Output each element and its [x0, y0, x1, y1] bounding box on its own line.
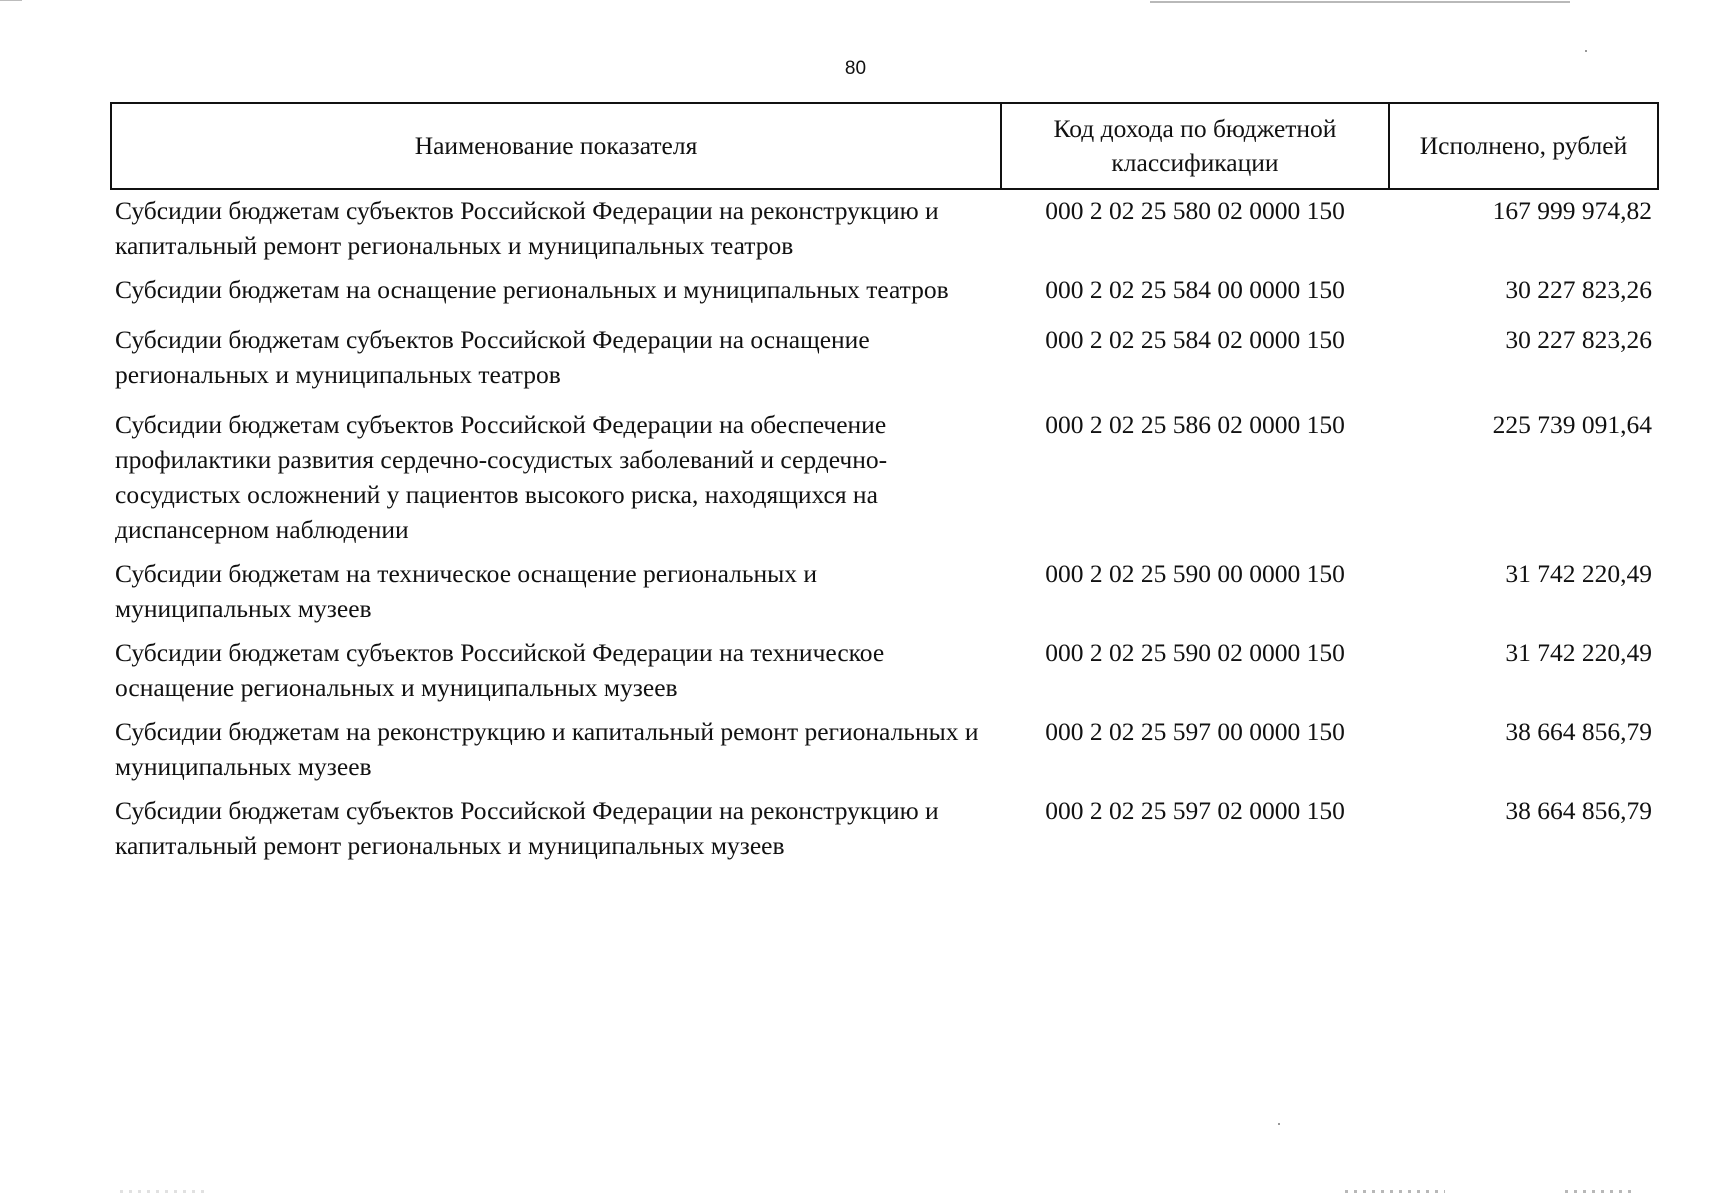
table-header	[111, 103, 1658, 189]
row-code: 000 2 02 25 586 02 0000 150	[1045, 410, 1345, 439]
row-code: 000 2 02 25 597 00 0000 150	[1045, 717, 1345, 746]
row-name: Субсидии бюджетам на оснащение региональных и муниципальных театров	[115, 275, 949, 304]
row-code: 000 2 02 25 584 02 0000 150	[1045, 325, 1345, 354]
row-name: Субсидии бюджетам субъектов Российской Федерации на техническое оснащение региональных и муниципальных музеев	[115, 638, 885, 702]
row-code: 000 2 02 25 597 02 0000 150	[1045, 796, 1345, 825]
header-code: Код дохода по бюджетной классификации	[1001, 103, 1389, 189]
row-code: 000 2 02 25 584 00 0000 150	[1045, 275, 1345, 304]
scan-artifact	[1150, 1, 1570, 3]
table-row	[111, 269, 1658, 319]
header-amount: Исполнено, рублей	[1389, 103, 1658, 189]
revenue-table	[110, 102, 1659, 869]
table-row	[111, 711, 1658, 790]
scan-artifact	[1345, 1190, 1445, 1193]
row-amount: 167 999 974,82	[1492, 196, 1652, 225]
row-name: Субсидии бюджетам субъектов Российской Федерации на реконструкцию и капитальный ремонт региональных и муниципальных музеев	[115, 796, 939, 860]
table-body	[111, 189, 1658, 869]
row-code: 000 2 02 25 590 02 0000 150	[1045, 638, 1345, 667]
table-row	[111, 632, 1658, 711]
page-number: 80	[844, 58, 867, 79]
row-amount: 31 742 220,49	[1505, 559, 1652, 588]
row-amount: 30 227 823,26	[1505, 325, 1652, 354]
row-amount: 31 742 220,49	[1505, 638, 1652, 667]
header-row	[111, 103, 1658, 189]
table-row	[111, 553, 1658, 632]
scan-artifact	[120, 1190, 210, 1193]
table-row	[111, 319, 1658, 404]
table-row	[111, 189, 1658, 269]
row-name: Субсидии бюджетам на реконструкцию и капитальный ремонт региональных и муниципальных музеев	[115, 717, 979, 781]
table-row	[111, 404, 1658, 553]
scan-artifact	[1278, 1123, 1280, 1125]
row-name: Субсидии бюджетам субъектов Российской Федерации на обеспечение профилактики развития сердечно-сосудистых заболеваний и сердечно-сосудистых осложнений у пациентов высокого риска, находящихся на диспансерном наблюдении	[115, 410, 888, 544]
scan-artifact	[1565, 1190, 1635, 1193]
table-row	[111, 790, 1658, 869]
row-amount: 30 227 823,26	[1505, 275, 1652, 304]
row-code: 000 2 02 25 580 02 0000 150	[1045, 196, 1345, 225]
row-code: 000 2 02 25 590 00 0000 150	[1045, 559, 1345, 588]
row-name: Субсидии бюджетам субъектов Российской Федерации на реконструкцию и капитальный ремонт региональных и муниципальных театров	[115, 196, 939, 260]
row-name: Субсидии бюджетам субъектов Российской Федерации на оснащение региональных и муниципальных театров	[115, 325, 870, 389]
row-name: Субсидии бюджетам на техническое оснащение региональных и муниципальных музеев	[115, 559, 818, 623]
row-amount: 38 664 856,79	[1505, 796, 1652, 825]
row-amount: 225 739 091,64	[1492, 410, 1652, 439]
scan-artifact	[0, 0, 22, 17]
row-amount: 38 664 856,79	[1505, 717, 1652, 746]
header-name: Наименование показателя	[111, 103, 1001, 189]
scan-artifact	[1585, 50, 1587, 52]
